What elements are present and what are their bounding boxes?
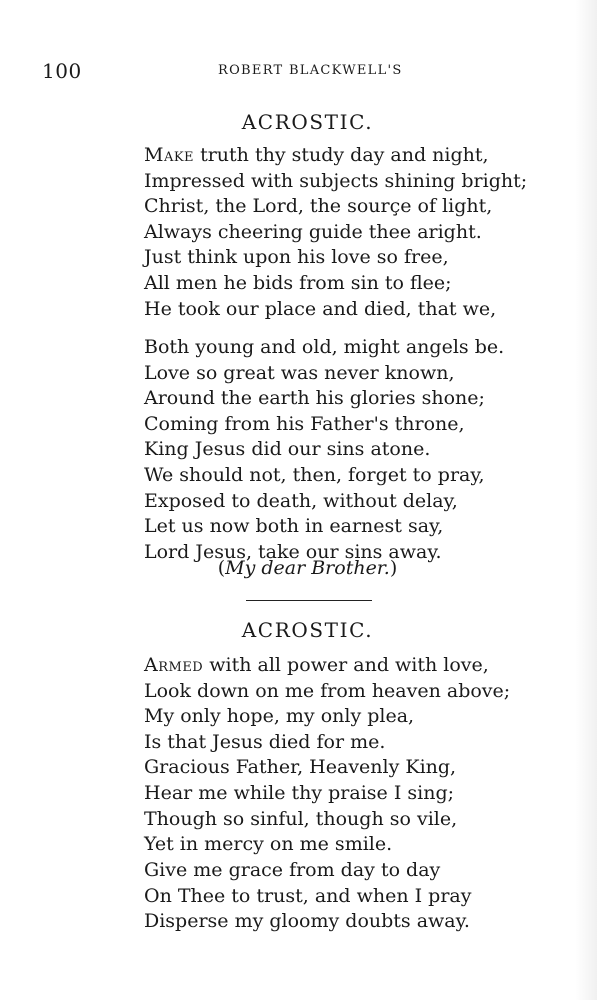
- poem-1-stanza-1: [144, 143, 527, 322]
- section-divider-rule: [246, 600, 372, 601]
- verse-line: Christ, the Lord, the sourçe of light,: [144, 195, 493, 218]
- verse-line: Give me grace from day to day: [144, 859, 441, 881]
- verse-line: Coming from his Father's throne,: [144, 412, 465, 435]
- verse-line: We should not, then, forget to pray,: [144, 463, 485, 486]
- verse-line: Let us now both in earnest say,: [144, 515, 444, 538]
- verse-line: Though so sinful, though so vile,: [144, 807, 458, 830]
- poem-title-1: ACROSTIC.: [241, 110, 374, 134]
- verse-line: [144, 653, 510, 679]
- dedication-open-paren: (: [217, 557, 226, 579]
- page-number: 100: [42, 59, 82, 83]
- verse-line: On Thee to trust, and when I pray: [144, 884, 472, 907]
- verse-line: Both young and old, might angels be.: [144, 336, 505, 358]
- verse-line: Exposed to death, without delay,: [144, 489, 458, 512]
- verse-line: Yet in mercy on me smile.: [144, 833, 393, 856]
- verse-line: My only hope, my only plea,: [144, 705, 415, 728]
- verse-line: He took our place and died, that we,: [144, 297, 497, 320]
- poem-1-stanza-2: [144, 335, 504, 565]
- verse-line: King Jesus did our sins atone.: [144, 438, 431, 461]
- verse-line: Just think upon his love so free,: [144, 246, 449, 269]
- verse-line: Love so great was never known,: [144, 361, 455, 384]
- dedication-close-paren: ): [389, 557, 398, 579]
- verse-line: Impressed with subjects shining bright;: [144, 169, 528, 192]
- verse-line-rest: with all power and with love,: [203, 654, 489, 676]
- poem-title-2: ACROSTIC.: [241, 618, 374, 642]
- verse-line: Look down on me from heaven above;: [144, 679, 511, 702]
- poem-1-dedication: [0, 557, 597, 579]
- verse-line: All men he bids from sin to flee;: [144, 271, 452, 294]
- verse-line-rest: truth thy study day and night,: [194, 144, 489, 166]
- verse-line: Disperse my gloomy doubts away.: [144, 910, 470, 933]
- verse-first-word: Armed: [144, 654, 204, 676]
- running-head: ROBERT BLACKWELL'S: [218, 63, 403, 78]
- verse-line: Always cheering guide thee aright.: [144, 220, 482, 243]
- verse-line: [144, 143, 527, 169]
- verse-line: Gracious Father, Heavenly King,: [144, 756, 457, 779]
- verse-line: Lord Jesus, take our sins away.: [144, 540, 442, 563]
- verse-line: Is that Jesus died for me.: [144, 730, 386, 753]
- verse-line: Hear me while thy praise I sing;: [144, 781, 455, 804]
- poem-2-stanza-1: [144, 653, 510, 858]
- dedication-text: My dear Brother.: [225, 557, 390, 579]
- page-edge-shadow: [575, 0, 597, 1000]
- poem-2-stanza-2: [144, 858, 471, 935]
- verse-first-word: Make: [144, 144, 195, 166]
- verse-line: Around the earth his glories shone;: [144, 387, 485, 410]
